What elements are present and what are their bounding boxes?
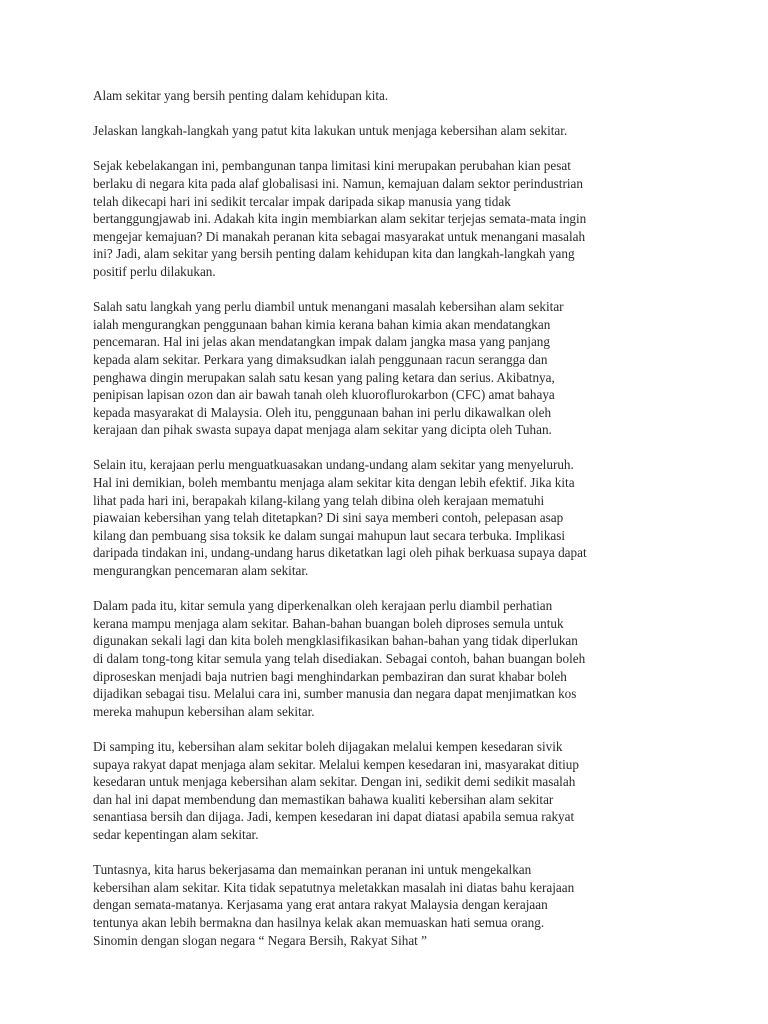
- text-line: Hal ini demikian, boleh membantu menjaga alam sekitar kita dengan lebih efektif. Jika kita: [93, 475, 575, 491]
- text-line: penipisan lapisan ozon dan air bawah tanah oleh kluoroflurokarbon (CFC) amat bahaya: [93, 387, 555, 403]
- document-body: [93, 87, 679, 967]
- text-line: digunakan sekali lagi dan kita boleh mengklasifikasikan bahan-bahan yang tidak diperlukan: [93, 633, 578, 649]
- body-paragraph-3: [93, 597, 679, 720]
- text-line: Selain itu, kerajaan perlu menguatkuasakan undang-undang alam sekitar yang menyeluruh.: [93, 457, 574, 473]
- text-line: Dalam pada itu, kitar semula yang diperkenalkan oleh kerajaan perlu diambil perhatian: [93, 598, 553, 614]
- text-line: kepada masyarakat di Malaysia. Oleh itu, penggunaan bahan ini perlu dikawalkan oleh: [93, 404, 552, 420]
- text-line: Jelaskan langkah-langkah yang patut kita lakukan untuk menjaga kebersihan alam sekitar.: [93, 123, 568, 139]
- text-line: pencemaran. Hal ini jelas akan mendatangkan impak dalam jangka masa yang panjang: [93, 334, 550, 350]
- text-line: dan hal ini dapat membendung dan memastikan bahawa kualiti kebersihan alam sekitar: [93, 791, 554, 807]
- text-line: sedar kepentingan alam sekitar.: [93, 826, 259, 842]
- text-line: telah dikecapi hari ini sedikit tercalar impak daripada sikap manusia yang tidak: [93, 193, 511, 209]
- text-line: Sejak kebelakangan ini, pembangunan tanpa limitasi kini merupakan perubahan kian pesat: [93, 158, 571, 174]
- conclusion-paragraph: [93, 861, 679, 949]
- text-line: Di samping itu, kebersihan alam sekitar boleh dijagakan melalui kempen kesedaran sivik: [93, 738, 563, 754]
- text-line: tentunya akan lebih bermakna dan hasilnya kelak akan memuaskan hati semua orang.: [93, 914, 545, 930]
- text-line: di dalam tong-tong kitar semula yang telah disediakan. Sebagai contoh, bahan buangan boleh: [93, 651, 586, 666]
- text-line: kepada alam sekitar. Perkara yang dimaksudkan ialah penggunaan racun serangga dan: [93, 351, 548, 367]
- text-line: kesedaran untuk menjaga kebersihan alam sekitar. Dengan ini, sedikit demi sedikit masalah: [93, 774, 576, 790]
- text-line: ialah mengurangkan penggunaan bahan kimia kerana bahan kimia akan mendatangkan: [93, 316, 551, 332]
- text-line: penghawa dingin merupakan salah satu kesan yang paling ketara dan serius. Akibatnya,: [93, 369, 555, 385]
- text-line: dijadikan sebagai tisu. Melalui cara ini, sumber manusia dan negara dapat menjimatkan kos: [93, 686, 577, 702]
- text-line: diproseskan menjadi baja nutrien bagi menghindarkan pembaziran dan surat khabar boleh: [93, 668, 567, 684]
- text-line: Salah satu langkah yang perlu diambil untuk menangani masalah kebersihan alam sekitar: [93, 299, 564, 315]
- text-line: mengejar kemajuan? Di manakah peranan kita sebagai masyarakat untuk menangani masalah: [93, 228, 586, 244]
- body-paragraph-1: [93, 298, 679, 439]
- text-line: Tuntasnya, kita harus bekerjasama dan memainkan peranan ini untuk mengekalkan: [93, 862, 532, 878]
- text-line: mereka mahupun kebersihan alam sekitar.: [93, 703, 315, 719]
- text-line: lihat pada hari ini, berapakah kilang-kilang yang telah dibina oleh kerajaan mematuhi: [93, 492, 545, 508]
- text-line: berlaku di negara kita pada alaf globalisasi ini. Namun, kemajuan dalam sektor perindustrian: [93, 175, 583, 191]
- text-line: daripada tindakan ini, undang-undang harus diketatkan lagi oleh pihak berkuasa supaya dapat: [93, 545, 587, 561]
- text-line: kerana mampu menjaga alam sekitar. Bahan-bahan buangan boleh diproses semula untuk: [93, 615, 564, 631]
- text-line: ini? Jadi, alam sekitar yang bersih penting dalam kehidupan kita dan langkah-langkah yang: [93, 246, 575, 262]
- text-line: dengan semata-matanya. Kerjasama yang erat antara rakyat Malaysia dengan kerajaan: [93, 897, 548, 913]
- text-line: Alam sekitar yang bersih penting dalam kehidupan kita.: [93, 88, 389, 103]
- introduction-paragraph: [93, 157, 679, 280]
- text-line: supaya rakyat dapat menjaga alam sekitar. Melalui kempen kesedaran ini, masyarakat ditiup: [93, 756, 579, 772]
- text-line: piawaian kebersihan yang telah ditetapkan? Di sini saya memberi contoh, pelepasan asap: [93, 510, 564, 526]
- question-line: [93, 122, 679, 140]
- text-line: senantiasa bersih dan dijaga. Jadi, kempen kesedaran ini dapat diatasi apabila semua rakyat: [93, 809, 575, 825]
- text-line: Sinomin dengan slogan negara “ Negara Bersih, Rakyat Sihat ”: [93, 932, 427, 948]
- text-line: mengurangkan pencemaran alam sekitar.: [93, 563, 309, 579]
- text-line: kebersihan alam sekitar. Kita tidak sepatutnya meletakkan masalah ini diatas bahu kerajaan: [93, 879, 575, 895]
- body-paragraph-2: [93, 456, 679, 579]
- text-line: kilang dan pembuang sisa toksik ke dalam sungai mahupun laut secara terbuka. Implikasi: [93, 527, 566, 543]
- text-line: bertanggungjawab ini. Adakah kita ingin membiarkan alam sekitar terjejas semata-mata ingin: [93, 211, 587, 227]
- body-paragraph-4: [93, 738, 679, 844]
- title-line: [93, 87, 679, 105]
- text-line: kerajaan dan pihak swasta supaya dapat menjaga alam sekitar yang dicipta oleh Tuhan.: [93, 422, 552, 438]
- text-line: positif perlu dilakukan.: [93, 263, 216, 279]
